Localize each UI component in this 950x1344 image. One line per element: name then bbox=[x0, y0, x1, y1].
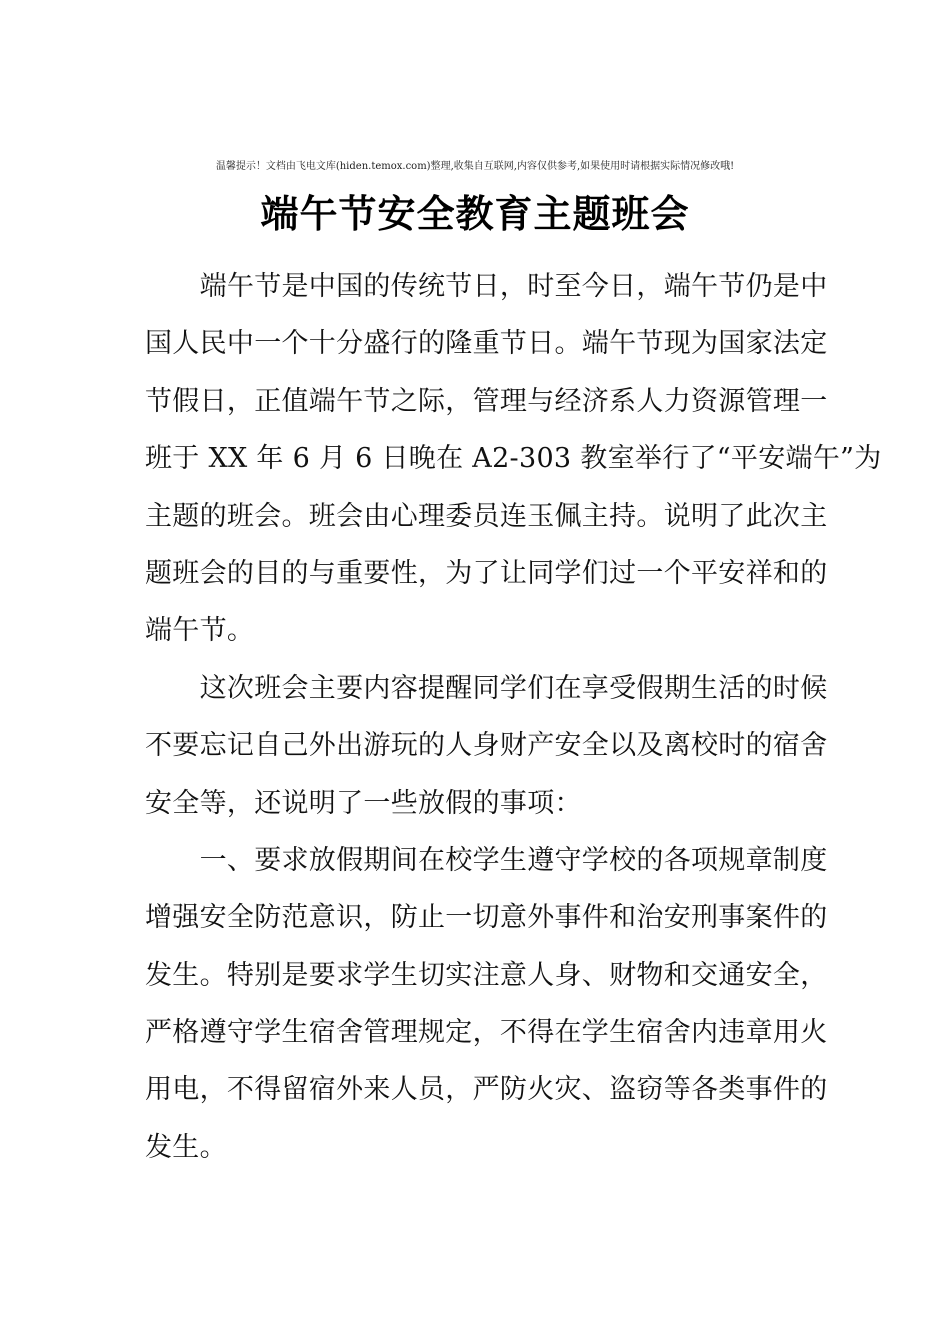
paragraph-2 bbox=[145, 660, 828, 832]
text-line: 端午节是中国的传统节日，时至今日，端午节仍是中 bbox=[145, 271, 828, 302]
text-line: 题班会的目的与重要性，为了让同学们过一个平安祥和的 bbox=[145, 557, 828, 589]
text-line: 一、要求放假期间在校学生遵守学校的各项规章制度 bbox=[145, 844, 828, 876]
header-notice: 温馨提示！文档由飞电文库(hiden.temox.com)整理,收集自互联网,内容仅供参考,如果使用时请根据实际情况修改哦! bbox=[215, 161, 735, 172]
text-line: 安全等，还说明了一些放假的事项： bbox=[145, 787, 582, 819]
text-line: 这次班会主要内容提醒同学们在享受假期生活的时候 bbox=[145, 672, 828, 704]
text-line: 主题的班会。班会由心理委员连玉佩主持。说明了此次主 bbox=[145, 500, 828, 532]
paragraph-1 bbox=[145, 258, 882, 660]
text-line: 国人民中一个十分盛行的隆重节日。端午节现为国家法定 bbox=[145, 328, 828, 360]
document-title: 端午节安全教育主题班会 bbox=[260, 192, 690, 236]
text-line: 节假日，正值端午节之际，管理与经济系人力资源管理一 bbox=[145, 385, 828, 417]
text-line: 发生。特别是要求学生切实注意人身、财物和交通安全， bbox=[145, 959, 828, 991]
text-line: 用电，不得留宿外来人员，严防火灾、盗窃等各类事件的 bbox=[145, 1074, 828, 1106]
text-line: 不要忘记自己外出游玩的人身财产安全以及离校时的宿舍 bbox=[145, 730, 828, 762]
text-line: 发生。 bbox=[145, 1131, 227, 1163]
text-line: 班于 XX 年 6 月 6 日晚在 A2-303 教室举行了“平安端午”为 bbox=[145, 443, 882, 475]
text-line: 严格遵守学生宿舍管理规定，不得在学生宿舍内违章用火 bbox=[145, 1017, 828, 1049]
text-line: 端午节。 bbox=[145, 615, 255, 647]
text-line: 增强安全防范意识，防止一切意外事件和治安刑事案件的 bbox=[145, 902, 828, 934]
paragraph-3 bbox=[145, 832, 828, 1176]
document-body bbox=[145, 258, 882, 1176]
